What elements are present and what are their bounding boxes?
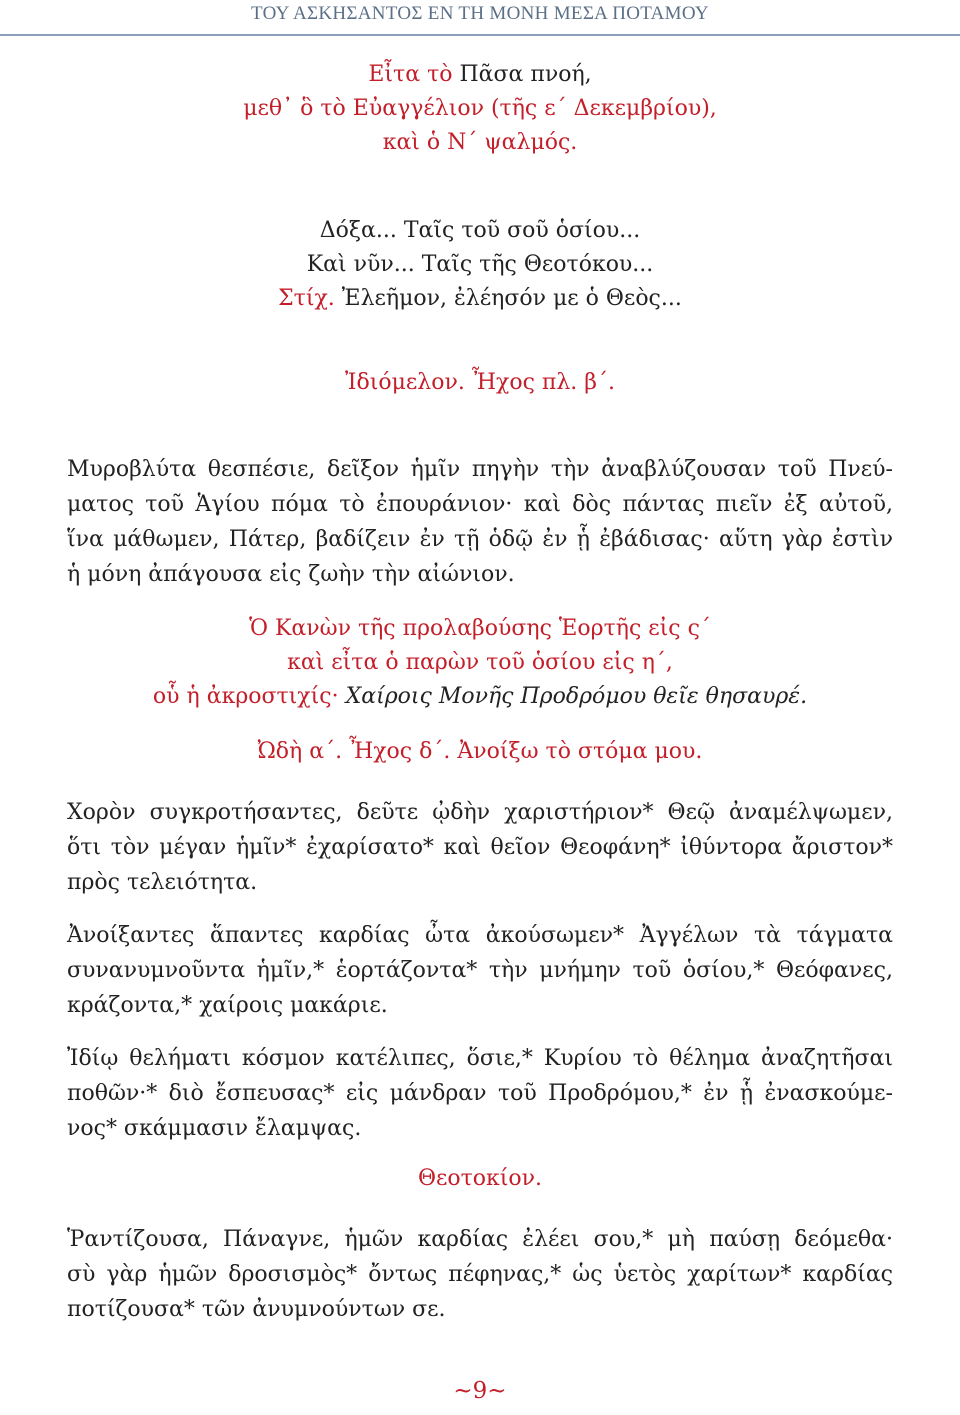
troparion-3	[67, 1041, 893, 1146]
text-line: ἡ μόνη ἀπάγουσα εἰς ζωὴν τὴν αἰώνιον.	[67, 562, 515, 587]
text-line: Ἀνοίξαντες ἅπαντες καρδίας ὦτα ἀκούσωμεν* Ἀγγέλων τὰ τάγματα	[67, 923, 893, 948]
text-line: ἵνα μάθωμεν, Πάτερ, βαδίζειν ἐν τῇ ὁδῷ ἐν ᾗ ἐβάδισας· αὕτη γὰρ ἐστὶν	[67, 527, 893, 552]
stich-text: Ἐλεῆμον, ἐλέησόν με ὁ Θεὸς...	[334, 286, 682, 311]
troparion-2	[67, 918, 893, 1023]
text-line: ποτίζουσα* τῶν ἀνυμνούντων σε.	[67, 1297, 446, 1322]
rubric-line-3: καὶ ὁ Ν΄ ψαλμός.	[382, 130, 578, 155]
rubric-gospel	[0, 58, 960, 160]
doxa-line-3	[0, 282, 960, 316]
doxa-line-1: Δόξα... Ταῖς τοῦ σοῦ ὁσίου...	[319, 218, 641, 243]
text-line: κράζοντα,* χαίροις μακάριε.	[67, 993, 388, 1018]
header-rule	[0, 34, 960, 36]
kanon-rubric	[0, 612, 960, 714]
stich-label: Στίχ.	[278, 286, 335, 311]
doxa-block	[0, 214, 960, 316]
doxa-line-2: Καὶ νῦν... Ταῖς τῆς Θεοτόκου...	[306, 252, 654, 277]
rubric-red-text: Εἶτα τὸ	[368, 62, 453, 87]
text-line: ὅτι τὸν μέγαν ἡμῖν* ἐχαρίσατο* καὶ θεῖον Θεοφάνη* ἰθύντορα ἄριστον*	[67, 835, 893, 860]
kanon-line-1: Ὁ Κανὼν τῆς προλαβούσης Ἑορτῆς εἰς ς΄	[249, 616, 711, 641]
kanon-line-2: καὶ εἶτα ὁ παρὼν τοῦ ὁσίου εἰς η΄,	[287, 650, 673, 675]
running-header: ΤΟΥ ΑΣΚΗΣΑΝΤΟΣ ΕΝ ΤΗ ΜΟΝΗ ΜΕΣΑ ΠΟΤΑΜΟΥ	[251, 3, 709, 24]
text-line: νος* σκάμμασιν ἔλαμψας.	[67, 1116, 362, 1141]
text-line: συνανυμνοῦντα ἡμῖν,* ἑορτάζοντα* τὴν μνήμην τοῦ ὁσίου,* Θεόφανες,	[67, 958, 893, 983]
acrostic-text: Χαίροις Μονῆς Προδρόμου θεῖε θησαυρέ.	[338, 684, 808, 709]
theotokion-text	[67, 1222, 893, 1327]
acrostic-label: οὗ ἡ ἀκροστιχίς·	[152, 684, 339, 709]
text-line: σὺ γὰρ ἡμῶν δροσισμὸς* ὄντως πέφηνας,* ὡς ὑετὸς χαρίτων* καρδίας	[67, 1262, 893, 1287]
text-line: ματος τοῦ Ἁγίου πόμα τὸ ἐπουράνιον· καὶ δὸς πάντας πιεῖν ἐξ αὐτοῦ,	[67, 492, 893, 517]
rubric-line-2: μεθ᾽ ὃ τὸ Εὐαγγέλιον (τῆς ε΄ Δεκεμβρίου),	[243, 96, 717, 121]
rubric-line-1	[0, 58, 960, 92]
text-line: πρὸς τελειότητα.	[67, 870, 258, 895]
text-line: Ἰδίῳ θελήματι κόσμον κατέλιπες, ὅσιε,* Κυρίου τὸ θέλημα ἀναζητῆσαι	[67, 1046, 893, 1071]
rubric-black-text: Πᾶσα πνοή,	[452, 62, 592, 87]
idiomelon-text	[67, 452, 893, 592]
page-number: ~9~	[453, 1378, 507, 1404]
theotokion-heading: Θεοτοκίον.	[417, 1166, 543, 1191]
ode-heading: Ὠδὴ α΄. Ἦχος δ΄. Ἀνοίξω τὸ στόμα μου.	[257, 739, 703, 764]
troparion-1	[67, 795, 893, 900]
text-line: Μυροβλύτα θεσπέσιε, δεῖξον ἡμῖν πηγὴν τὴν ἀναβλύζουσαν τοῦ Πνεύ-	[67, 457, 893, 482]
text-line: ποθῶν·* διὸ ἔσπευσας* εἰς μάνδραν τοῦ Προδρόμου,* ἐν ᾗ ἐνασκούμε-	[67, 1081, 893, 1106]
kanon-line-3	[0, 680, 960, 714]
idiomelon-heading: Ἰδιόμελον. Ἦχος πλ. β΄.	[345, 370, 615, 395]
text-line: Ῥαντίζουσα, Πάναγνε, ἡμῶν καρδίας ἐλέει σου,* μὴ παύσῃ δεόμεθα·	[67, 1227, 893, 1252]
text-line: Χορὸν συγκροτήσαντες, δεῦτε ᾠδὴν χαριστήριον* Θεῷ ἀναμέλψωμεν,	[67, 800, 893, 825]
